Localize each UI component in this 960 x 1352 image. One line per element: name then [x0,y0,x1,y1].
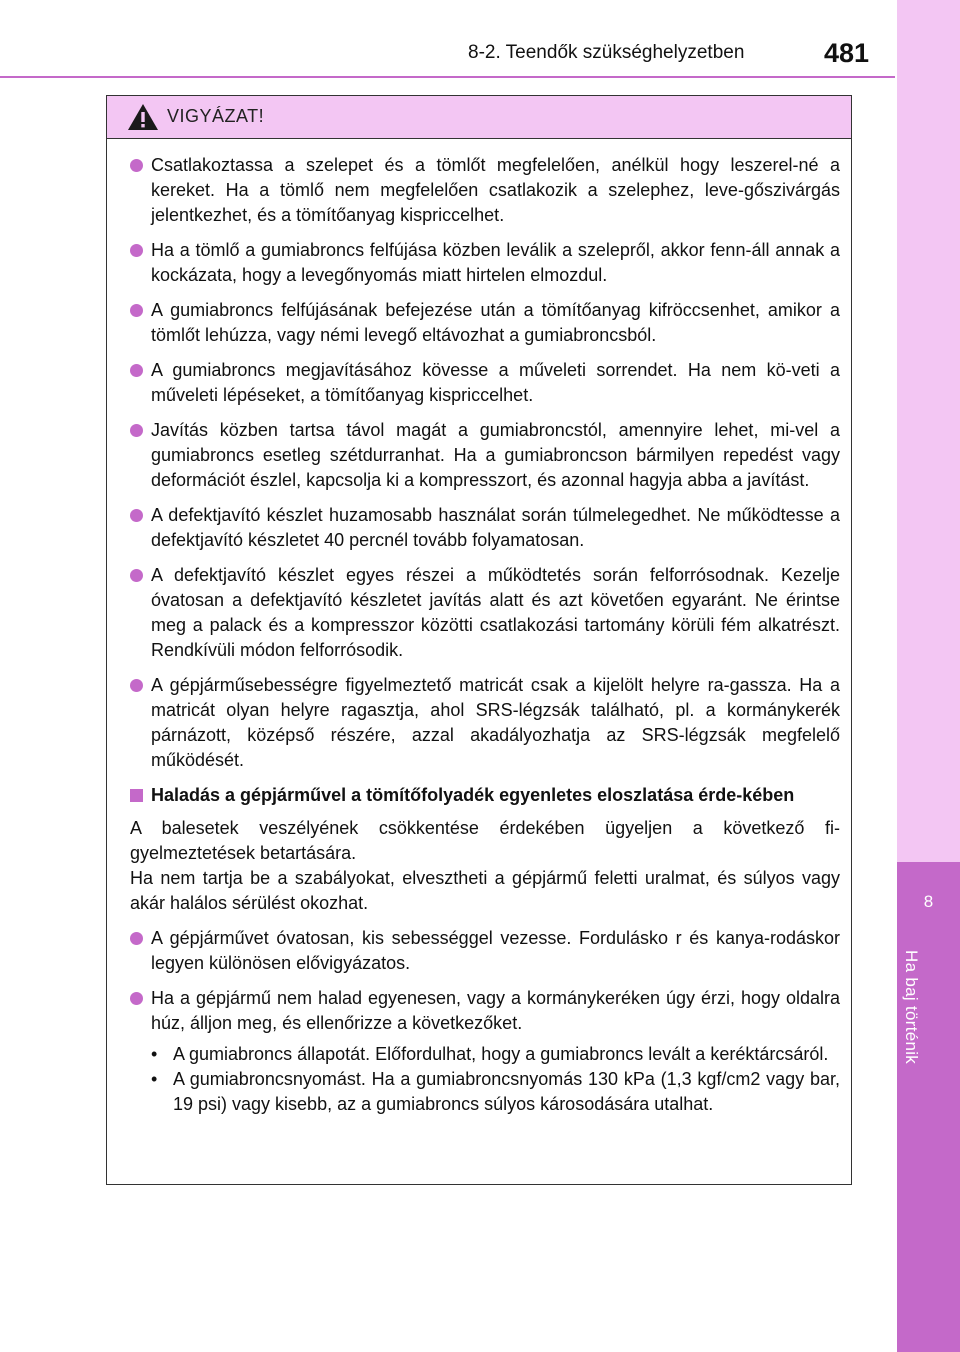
bullet-dot-icon [130,679,143,692]
bullet-dot-icon [130,424,143,437]
bullet-dot-icon [130,932,143,945]
side-tab-decoration [897,0,960,862]
bullet-dot-icon [130,569,143,582]
caution-title: VIGYÁZAT! [167,106,265,126]
bullet-dot-icon [130,304,143,317]
caution-header [107,96,851,139]
bullet-dot-icon [130,509,143,522]
chapter-tab [897,862,960,1352]
page-number: 481 [824,38,870,68]
check-list [130,1042,840,1117]
check-item: • A gumiabroncsnyomást. Ha a gumiabroncsnyomás 130 kPa (1,3 kgf/cm2 vagy bar, 19 psi) vagy kisebb, az a gumiabroncs súlyos károsodására utalhat. [151,1069,840,1114]
subsection-bullet: A gépjárművet óvatosan, kis sebességgel vezesse. Fordulásko r és kanya-rodáskor legyen különösen elővigyázatos. [130,926,840,976]
subsection-heading: Haladás a gépjárművel a tömítőfolyadék egyenletes eloszlatása érde-kében [130,783,840,808]
subsection-bullet: Ha a gépjármű nem halad egyenesen, vagy a kormánykeréken úgy érzi, hogy oldalra húz, álljon meg, és ellenőrizze a következőket. [130,986,840,1036]
caution-bullet: Csatlakoztassa a szelepet és a tömlőt megfelelően, anélkül hogy leszerel-né a kereket. Ha a tömlő nem megfelelően csatlakozik a szelephez, leve-gőszivárgás jelentkezhet, és a tömítőanyag kispriccelhet. [130,153,840,228]
intro-line: Ha nem tartja be a szabályokat, elvesztheti a gépjármű feletti uralmat, és súlyos vagy akár halálos sérülést okozhat. [130,868,840,913]
caution-box [106,95,852,1185]
caution-bullet: A gumiabroncs felfújásának befejezése után a tömítőanyag kifröccsenhet, amikor a tömlőt lehúzza, vagy némi levegő eltávozhat a gumiabroncsból. [130,298,840,348]
caution-bullet: A gépjárműsebességre figyelmeztető matricát csak a kijelölt helyre ra-gassza. Ha a matricát olyan helyre ragasztja, ahol SRS-légzsák található, pl. a kormánykerék párnázott, középső részére, azzal akadályozhatja az SRS-légzsák megfelelő működését. [130,673,840,773]
chapter-number: 8 [923,892,934,911]
page-header [0,0,895,78]
caution-bullet: A gumiabroncs megjavításához kövesse a műveleti sorrendet. Ha nem kö-veti a műveleti lépéseket, a tömítőanyag kispriccelhet. [130,358,840,408]
warning-icon [127,103,159,131]
check-item: • A gumiabroncs állapotát. Előfordulhat, hogy a gumiabroncs levált a keréktárcsáról. [151,1044,829,1064]
caution-bullet: A defektjavító készlet egyes részei a működtetés során felforrósodnak. Kezelje óvatosan a defektjavító készletet javítás alatt és azt követően egyaránt. Ne érintse meg a palack és a kompresszor közötti csatlakozási tartomány körüli fém alkatrészt. Rendkívüli módon felforrósodik. [130,563,840,663]
section-title: 8-2. Teendők szükséghelyzetben [468,42,745,63]
bullet-dot-icon [130,992,143,1005]
square-bullet-icon [130,789,143,802]
intro-line: A balesetek veszélyének csökkentése érdekében ügyeljen a következő fi-gyelmeztetések betartására. [130,818,840,863]
caution-bullet: Ha a tömlő a gumiabroncs felfújása közben leválik a szelepről, akkor fenn-áll annak a kockázata, hogy a levegőnyomás miatt hirtelen elmozdul. [130,238,840,288]
caution-bullet: A defektjavító készlet huzamosabb használat során túlmelegedhet. Ne működtesse a defektjavító készletet 40 percnél tovább folyamatosan. [130,503,840,553]
caution-bullet: Javítás közben tartsa távol magát a gumiabroncstól, amennyire lehet, mi-vel a gumiabroncs esetleg szétdurranhat. Ha a gumiabroncson bármilyen repedést vagy deformációt észlel, kapcsolja ki a kompresszort, és azonnal hagyja abba a javítást. [130,418,840,493]
bullet-dot-icon [130,159,143,172]
subsection-intro [130,816,840,916]
caution-body [130,153,840,1117]
chapter-title: Ha baj történik [902,950,921,1065]
bullet-dot-icon [130,244,143,257]
bullet-dot-icon [130,364,143,377]
